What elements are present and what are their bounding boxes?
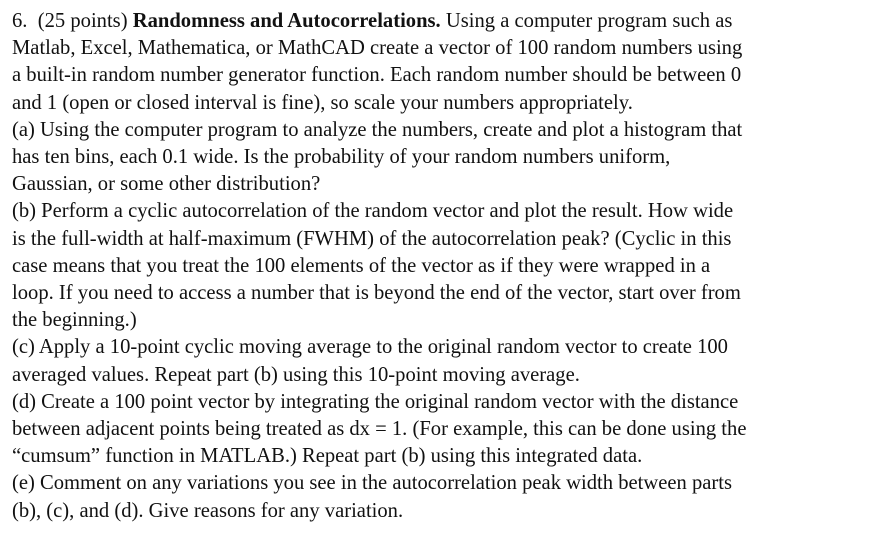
part-b-line: is the full-width at half-maximum (FWHM) of the autocorrelation peak? (Cyclic in this xyxy=(12,227,732,250)
problem-header-line xyxy=(12,8,860,35)
part-b-line: case means that you treat the 100 elements of the vector as if they were wrapped in a xyxy=(12,254,711,277)
part-c-line: averaged values. Repeat part (b) using this 10-point moving average. xyxy=(12,363,580,386)
part-e xyxy=(12,470,860,524)
part-e-line: (b), (c), and (d). Give reasons for any variation. xyxy=(12,499,404,522)
part-b-line: loop. If you need to access a number that is beyond the end of the vector, start over from xyxy=(12,282,741,305)
part-b-line: (b) Perform a cyclic autocorrelation of the random vector and plot the result. How wide xyxy=(12,200,734,223)
part-d-line: (d) Create a 100 point vector by integrating the original random vector with the distance xyxy=(12,390,739,413)
part-c xyxy=(12,334,860,388)
part-b xyxy=(12,198,860,334)
part-a xyxy=(12,117,860,199)
part-b-line: the beginning.) xyxy=(12,309,137,332)
intro-line: a built-in random number generator function. Each random number should be between 0 xyxy=(12,64,742,87)
part-d xyxy=(12,389,860,471)
intro-line: Using a computer program such as xyxy=(445,10,733,32)
problem-title: Randomness and Autocorrelations. xyxy=(132,10,441,32)
part-a-line: (a) Using the computer program to analyze the numbers, create and plot a histogram that xyxy=(12,118,743,141)
part-c-line: (c) Apply a 10-point cyclic moving average to the original random vector to create 100 xyxy=(12,336,728,359)
problem-6 xyxy=(12,8,860,525)
problem-points: (25 points) xyxy=(37,10,128,32)
part-e-line: (e) Comment on any variations you see in the autocorrelation peak width between parts xyxy=(12,472,732,495)
part-a-line: has ten bins, each 0.1 wide. Is the probability of your random numbers uniform, xyxy=(12,146,671,169)
problem-number: 6. xyxy=(12,10,28,32)
part-d-line: “cumsum” function in MATLAB.) Repeat part (b) using this integrated data. xyxy=(12,445,643,468)
intro-line: and 1 (open or closed interval is fine), so scale your numbers appropriately. xyxy=(12,91,633,114)
part-a-line: Gaussian, or some other distribution? xyxy=(12,173,321,196)
intro-line: Matlab, Excel, Mathematica, or MathCAD create a vector of 100 random numbers using xyxy=(12,37,743,60)
part-d-line: between adjacent points being treated as dx = 1. (For example, this can be done using the xyxy=(12,418,747,441)
